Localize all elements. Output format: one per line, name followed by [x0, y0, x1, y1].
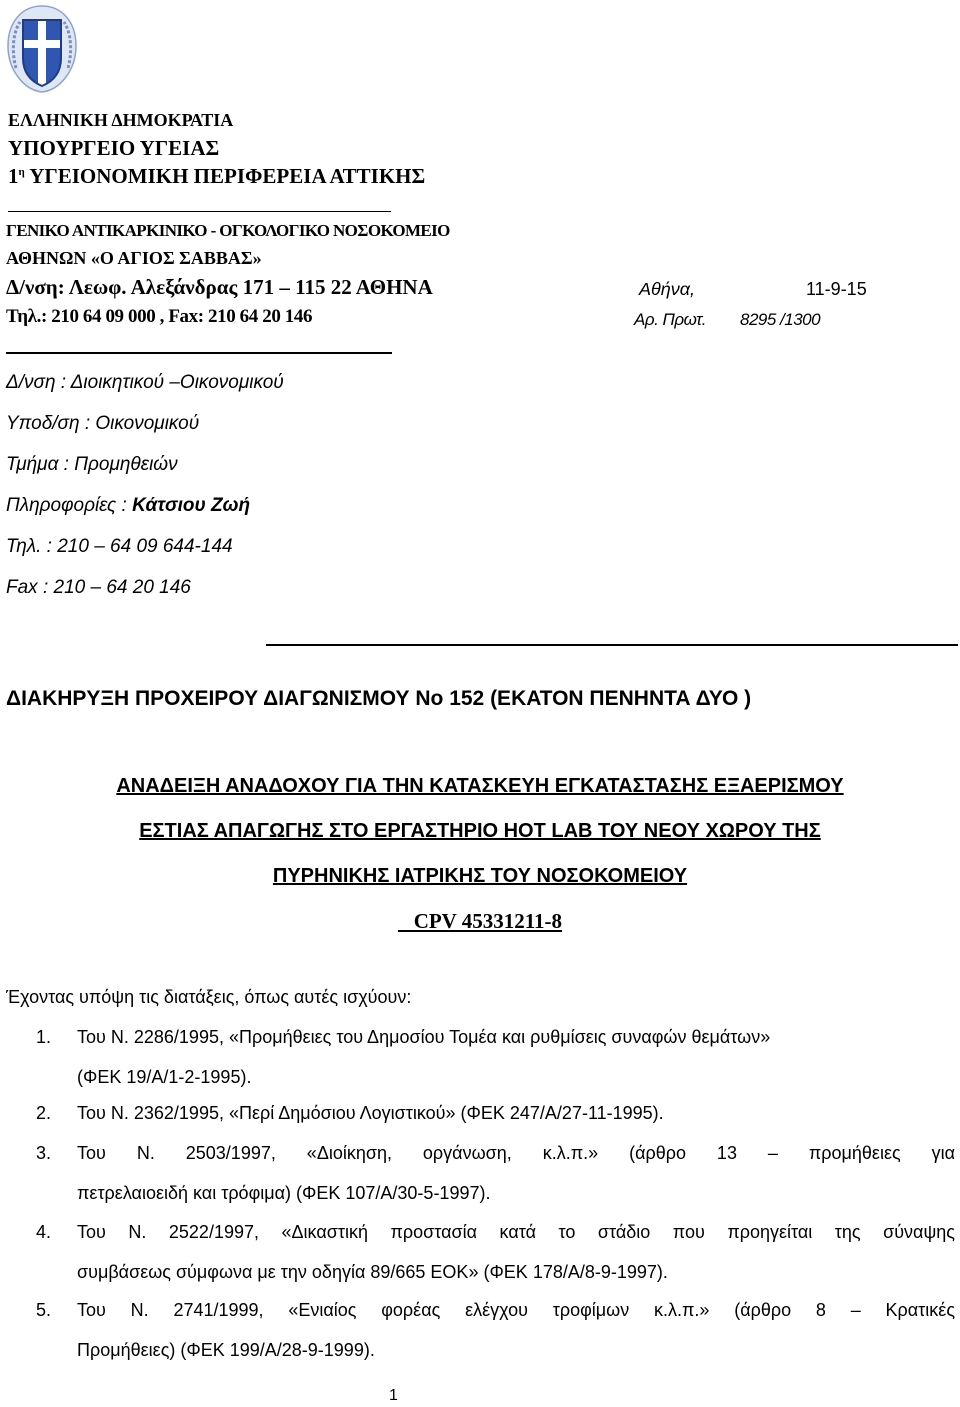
tender-subject-line1: ΑΝΑΔΕΙΞΗ ΑΝΑΔΟΧΟΥ ΓΙΑ ΤΗΝ ΚΑΤΑΣΚΕΥΗ ΕΓΚΑΤΑΣΤΑΣΗΣ ΕΞΑΕΡΙΣΜΟΥ	[116, 775, 844, 797]
list-item-text: Του Ν. 2503/1997, «Διοίκηση, οργάνωση, κ.λ.π.» (άρθρο 13 – προμήθειες για	[77, 1143, 955, 1163]
list-item-continuation: Προμήθειες) (ΦΕΚ 199/Α/28-9-1999).	[77, 1340, 375, 1360]
list-item-number: 1.	[36, 1027, 52, 1047]
hospital-name-line2: ΑΘΗΝΩΝ «Ο ΑΓΙΟΣ ΣΑΒΒΑΣ»	[6, 248, 262, 268]
tender-subject-line2: ΕΣΤΙΑΣ ΑΠΑΓΩΓΗΣ ΣΤΟ ΕΡΓΑΣΤΗΡΙΟ HOT LAB ΤΟΥ ΝΕΟΥ ΧΩΡΟΥ ΤΗΣ	[139, 820, 821, 842]
country-heading: ΕΛΛΗΝΙΚΗ ΔΗΜΟΚΡΑΤΙΑ	[8, 110, 234, 130]
header-divider	[8, 211, 391, 212]
place-label: Αθήνα,	[639, 279, 696, 299]
list-item-continuation: συμβάσεως σύμφωνα με την οδηγία 89/665 ΕΟΚ» (ΦΕΚ 178/Α/8-9-1997).	[77, 1262, 668, 1282]
contact-divider	[6, 352, 392, 354]
tender-subject-line3: ΠΥΡΗΝΙΚΗΣ ΙΑΤΡΙΚΗΣ ΤΟΥ ΝΟΣΟΚΟΜΕΙΟΥ	[272, 865, 688, 887]
document-date: 11-9-15	[806, 279, 867, 299]
page-number: 1	[389, 1387, 398, 1404]
subdirectorate-line: Υποδ/ση : Οικονομικού	[6, 413, 200, 434]
list-item-text: Του Ν. 2362/1995, «Περί Δημόσιου Λογιστικού» (ΦΕΚ 247/Α/27-11-1995).	[77, 1103, 664, 1123]
list-item-text: Του Ν. 2286/1995, «Προμήθειες του Δημοσίου Τομέα και ρυθμίσεις συναφών θεμάτων»	[77, 1027, 771, 1047]
cpv-code: CPV 45331211-8	[397, 909, 563, 933]
tender-title: ΔΙΑΚΗΡΥΞΗ ΠΡΟΧΕΙΡΟΥ ΔΙΑΓΩΝΙΣΜΟΥ Νο 152 (ΕΚΑΤΟΝ ΠΕΝΗΝΤΑ ΔΥΟ )	[6, 687, 752, 710]
hospital-name-line1: ΓΕΝΙΚΟ ΑΝΤΙΚΑΡΚΙΝΙΚΟ - ΟΓΚΟΛΟΓΙΚΟ ΝΟΣΟΚΟΜΕΙΟ	[6, 221, 450, 240]
region-heading: $1^\eta$ ΥΓΕΙΟΝΟΜΙΚΗ ΠΕΡΙΦΕΡΕΙΑ ΑΤΤΙΚΗΣ	[8, 164, 426, 188]
contact-person-line: Πληροφορίες : Κάτσιου Ζωή	[6, 495, 251, 516]
greek-coat-of-arms-icon	[6, 4, 78, 94]
protocol-label: Αρ. Πρωτ.	[634, 310, 707, 329]
protocol-number: 8295 /1300	[740, 310, 821, 329]
ministry-heading: ΥΠΟΥΡΓΕΙΟ ΥΓΕΙΑΣ	[8, 136, 220, 160]
list-item-number: 4.	[36, 1222, 52, 1242]
department-line: Τμήμα : Προμηθειών	[6, 454, 178, 475]
list-item-text: Του Ν. 2522/1997, «Δικαστική προστασία κατά το στάδιο που προηγείται της σύναψης	[77, 1222, 955, 1242]
directorate-line: Δ/νση : Διοικητικού –Οικονομικού	[6, 372, 284, 393]
intro-text: Έχοντας υπόψη τις διατάξεις, όπως αυτές ισχύουν:	[6, 987, 412, 1007]
list-item-continuation: πετρελαιοειδή και τρόφιμα) (ΦΕΚ 107/Α/30-5-1997).	[77, 1183, 491, 1203]
fax-line: Fax : 210 – 64 20 146	[6, 577, 191, 598]
hospital-phone-fax: Τηλ.: 210 64 09 000 , Fax: 210 64 20 146	[6, 306, 313, 327]
hospital-address: Δ/νση: Λεωφ. Αλεξάνδρας 171 – 115 22 ΑΘΗΝΑ	[6, 275, 433, 299]
title-divider	[266, 644, 958, 646]
list-item-number: 3.	[36, 1143, 52, 1163]
list-item-text: Του Ν. 2741/1999, «Ενιαίος φορέας ελέγχου τροφίμων κ.λ.π.» (άρθρο 8 – Κρατικές	[77, 1300, 955, 1320]
list-item-number: 2.	[36, 1103, 52, 1123]
list-item-continuation: (ΦΕΚ 19/Α/1-2-1995).	[77, 1067, 252, 1087]
list-item-number: 5.	[36, 1300, 52, 1320]
telephone-line: Τηλ. : 210 – 64 09 644-144	[6, 536, 233, 557]
